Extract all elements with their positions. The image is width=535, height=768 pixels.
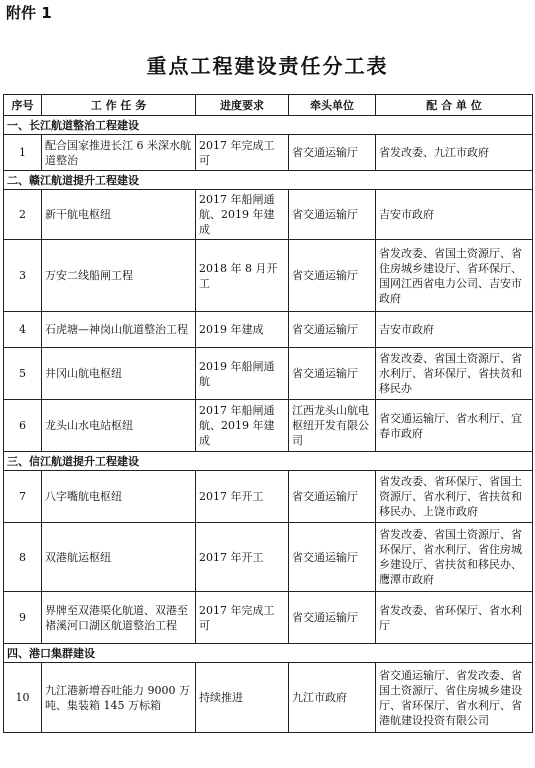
- lead-unit-cell: 省交通运输厅: [289, 240, 376, 312]
- header-schedule: 进度要求: [196, 95, 289, 116]
- document-title: 重点工程建设责任分工表: [146, 54, 389, 78]
- lead-unit-cell: 江西龙头山航电枢纽开发有限公司: [289, 400, 376, 452]
- schedule-cell: 2019 年船闸通航: [196, 348, 289, 400]
- schedule-cell: 持续推进: [196, 663, 289, 733]
- partner-units-cell: 省发改委、省国土资源厅、省住房城乡建设厅、省环保厅、国网江西省电力公司、吉安市政府: [376, 240, 533, 312]
- task-cell: 万安二线船闸工程: [42, 240, 196, 312]
- lead-unit-cell: 省交通运输厅: [289, 592, 376, 644]
- task-cell: 配合国家推进长江 6 米深水航道整治: [42, 135, 196, 171]
- schedule-cell: 2019 年建成: [196, 312, 289, 348]
- schedule-cell: 2017 年完成工可: [196, 592, 289, 644]
- section-row: [4, 116, 533, 135]
- schedule-cell: 2017 年开工: [196, 523, 289, 592]
- schedule-cell: 2017 年船闸通航、2019 年建成: [196, 400, 289, 452]
- lead-unit-cell: 省交通运输厅: [289, 135, 376, 171]
- partner-units-cell: 省发改委、九江市政府: [376, 135, 533, 171]
- table-row: [4, 523, 533, 592]
- header-task: 工 作 任 务: [42, 95, 196, 116]
- partner-units-cell: 吉安市政府: [376, 190, 533, 240]
- row-number: 10: [4, 663, 42, 733]
- row-number: 8: [4, 523, 42, 592]
- schedule-cell: 2017 年开工: [196, 471, 289, 523]
- task-cell: 石虎塘—神岗山航道整治工程: [42, 312, 196, 348]
- partner-units-cell: 省发改委、省环保厅、省水利厅: [376, 592, 533, 644]
- lead-unit-cell: 省交通运输厅: [289, 190, 376, 240]
- lead-unit-cell: 省交通运输厅: [289, 348, 376, 400]
- partner-units-cell: 省发改委、省环保厅、省国土资源厅、省水利厅、省扶贫和移民办、上饶市政府: [376, 471, 533, 523]
- task-cell: 双港航运枢纽: [42, 523, 196, 592]
- lead-unit-cell: 省交通运输厅: [289, 312, 376, 348]
- lead-unit-cell: 九江市政府: [289, 663, 376, 733]
- row-number: 1: [4, 135, 42, 171]
- schedule-cell: 2017 年船闸通航、2019 年建成: [196, 190, 289, 240]
- section-title: 一、长江航道整治工程建设: [4, 116, 533, 135]
- row-number: 4: [4, 312, 42, 348]
- task-cell: 八字嘴航电枢纽: [42, 471, 196, 523]
- partner-units-cell: 吉安市政府: [376, 312, 533, 348]
- table-body: [4, 116, 533, 733]
- task-cell: 界牌至双港渠化航道、双港至褚溪河口湖区航道整治工程: [42, 592, 196, 644]
- task-cell: 新干航电枢纽: [42, 190, 196, 240]
- table-row: [4, 348, 533, 400]
- table-row: [4, 592, 533, 644]
- table-row: [4, 135, 533, 171]
- table-header-row: [4, 95, 533, 116]
- row-number: 3: [4, 240, 42, 312]
- schedule-cell: 2017 年完成工可: [196, 135, 289, 171]
- task-cell: 九江港新增吞吐能力 9000 万吨、集装箱 145 万标箱: [42, 663, 196, 733]
- row-number: 6: [4, 400, 42, 452]
- table-row: [4, 312, 533, 348]
- section-title: 四、港口集群建设: [4, 644, 533, 663]
- row-number: 2: [4, 190, 42, 240]
- header-no: 序号: [4, 95, 42, 116]
- section-title: 二、赣江航道提升工程建设: [4, 171, 533, 190]
- partner-units-cell: 省发改委、省国土资源厅、省水利厅、省环保厅、省扶贫和移民办: [376, 348, 533, 400]
- responsibility-table: [3, 94, 533, 733]
- table-row: [4, 471, 533, 523]
- partner-units-cell: 省交通运输厅、省水利厅、宜春市政府: [376, 400, 533, 452]
- section-row: [4, 171, 533, 190]
- section-row: [4, 644, 533, 663]
- section-row: [4, 452, 533, 471]
- row-number: 9: [4, 592, 42, 644]
- section-title: 三、信江航道提升工程建设: [4, 452, 533, 471]
- task-cell: 井冈山航电枢纽: [42, 348, 196, 400]
- header-partners: 配 合 单 位: [376, 95, 533, 116]
- table-row: [4, 190, 533, 240]
- table-row: [4, 663, 533, 733]
- table-row: [4, 240, 533, 312]
- lead-unit-cell: 省交通运输厅: [289, 523, 376, 592]
- partner-units-cell: 省交通运输厅、省发改委、省国土资源厅、省住房城乡建设厅、省环保厅、省水利厅、省港航建设投资有限公司: [376, 663, 533, 733]
- header-lead: 牵头单位: [289, 95, 376, 116]
- task-cell: 龙头山水电站枢纽: [42, 400, 196, 452]
- row-number: 5: [4, 348, 42, 400]
- lead-unit-cell: 省交通运输厅: [289, 471, 376, 523]
- partner-units-cell: 省发改委、省国土资源厅、省环保厅、省水利厅、省住房城乡建设厅、省扶贫和移民办、鹰潭市政府: [376, 523, 533, 592]
- row-number: 7: [4, 471, 42, 523]
- attachment-label: 附件 1: [6, 4, 52, 22]
- table-row: [4, 400, 533, 452]
- schedule-cell: 2018 年 8 月开工: [196, 240, 289, 312]
